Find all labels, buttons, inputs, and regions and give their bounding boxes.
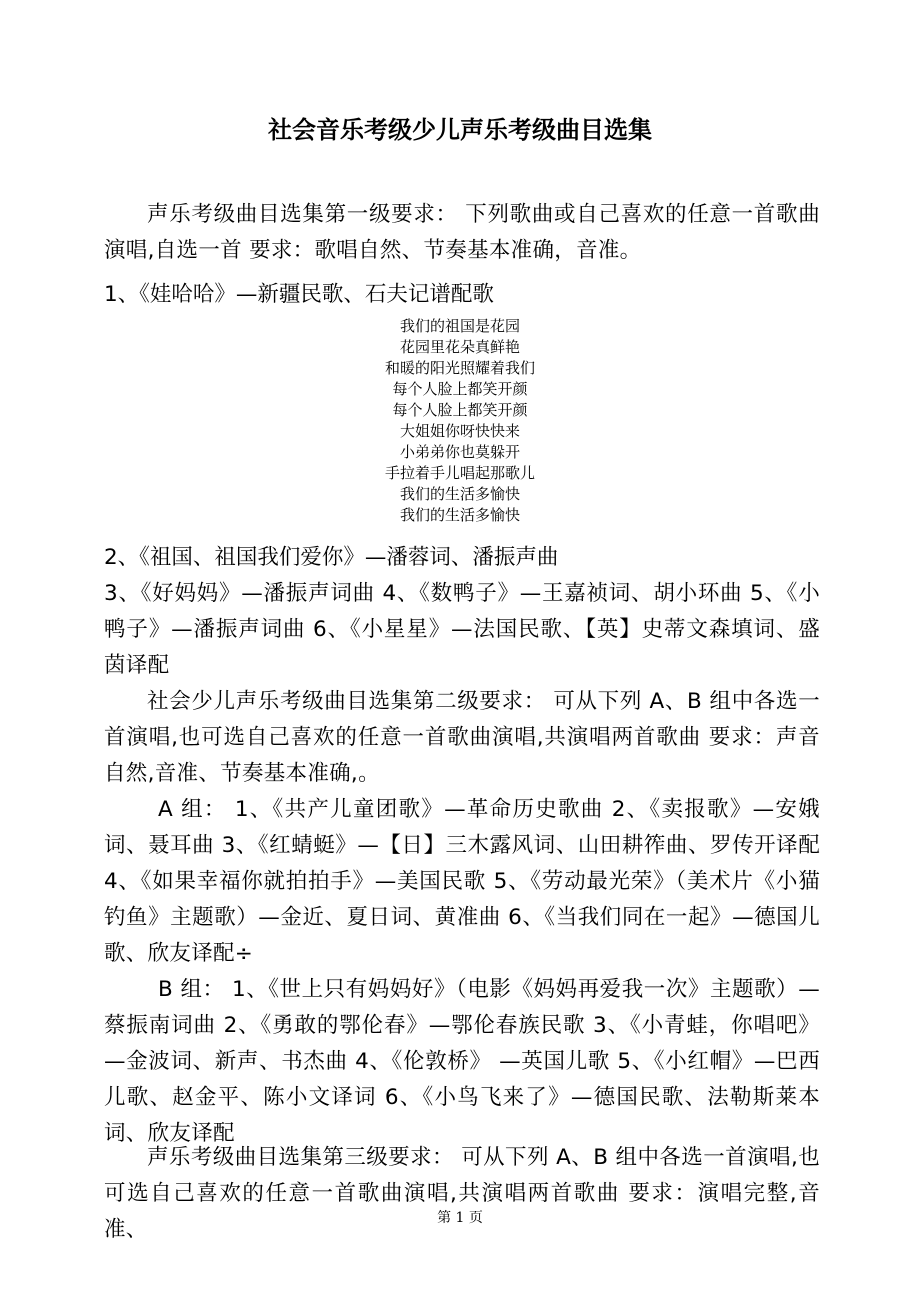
document-title: 社会音乐考级少儿声乐考级曲目选集 [268, 116, 652, 144]
level2-group-b: B 组： 1、《世上只有妈妈好》（电影《妈妈再爱我一次》主题歌）—蔡振南词曲 2、《勇敢的鄂伦春》—鄂伦春族民歌 3、《小青蛙，你唱吧》—金波词、新声、书杰曲 4、《伦敦桥》 —英国儿歌 5、《小红帽》—巴西儿歌、赵金平、陈小文译词 6、《小鸟飞来了》—德国民歌、法勒斯莱本词、欣友译配 [104, 977, 820, 1146]
songs-3-to-6: 3、《好妈妈》—潘振声词曲 4、《数鸭子》—王嘉祯词、胡小环曲 5、《小鸭子》—潘振声词曲 6、《小星星》—法国民歌、【英】史蒂文森填词、盛茵译配 [104, 581, 820, 678]
lyric-line: 每个人脸上都笑开颜 [392, 380, 528, 398]
song1-heading: 1、《娃哈哈》—新疆民歌、石夫记谱配歌 [104, 282, 494, 307]
lyric-line: 小弟弟你也莫躲开 [399, 443, 520, 461]
level1-requirements: 声乐考级曲目选集第一级要求： 下列歌曲或自己喜欢的任意一首歌曲演唱,自选一首 要求：歌唱自然、节奏基本准确，音准。 [104, 202, 820, 263]
level3-requirements: 声乐考级曲目选集第三级要求： 可从下列 A、B 组中各选一首演唱,也可选自己喜欢的任意一首歌曲演唱,共演唱两首歌曲 要求：演唱完整,音准、 [104, 1145, 820, 1242]
lyric-line: 和暖的阳光照耀着我们 [384, 359, 535, 377]
level2-group-a: A 组： 1、《共产儿童团歌》—革命历史歌曲 2、《卖报歌》—安娥词、聂耳曲 3、《红蜻蜓》—【日】三木露风词、山田耕筰曲、罗传开译配 4、《如果幸福你就拍拍手》—美国民歌 5、《劳动最光荣》（美术片《小猫钓鱼》主题歌）—金近、夏日词、黄准曲 6、《当我们同在一起》—德国儿歌、欣友译配÷ [104, 797, 820, 966]
lyric-line: 手拉着手儿唱起那歌儿 [384, 464, 535, 482]
lyric-line: 每个人脸上都笑开颜 [392, 401, 528, 419]
song1-lyrics [260, 316, 660, 526]
level2-requirements: 社会少儿声乐考级曲目选集第二级要求： 可从下列 A、B 组中各选一首演唱,也可选自己喜欢的任意一首歌曲演唱,共演唱两首歌曲 要求：声音自然,音准、节奏基本准确,。 [104, 689, 820, 786]
lyric-line: 我们的生活多愉快 [399, 506, 520, 524]
lyric-line: 花园里花朵真鲜艳 [399, 338, 520, 356]
page-number: 第 1 页 [437, 1210, 483, 1226]
song2-heading: 2、《祖国、祖国我们爱你》—潘蓉词、潘振声曲 [104, 545, 559, 570]
lyric-line: 我们的生活多愉快 [399, 485, 520, 503]
lyric-line: 大姐姐你呀快快来 [399, 422, 520, 440]
lyric-line: 我们的祖国是花园 [399, 317, 520, 335]
